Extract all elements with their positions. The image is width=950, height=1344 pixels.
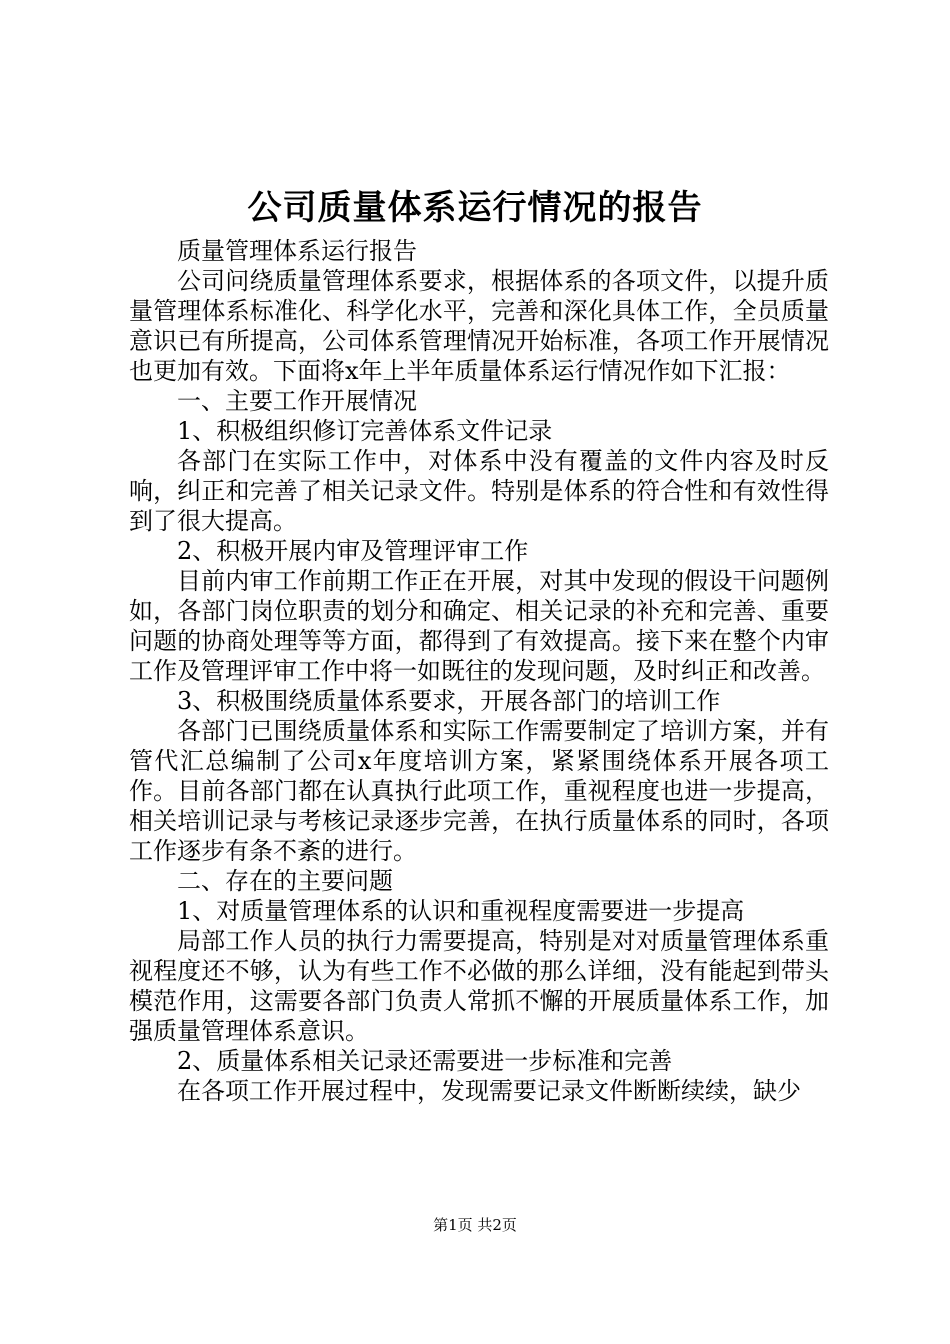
paragraph-revise-documents: 各部门在实际工作中，对体系中没有覆盖的文件内容及时反响，纠正和完善了相关记录文件。特别是体系的符合性和有效性得到了很大提高。 bbox=[129, 447, 829, 535]
section-heading-problems: 二、存在的主要问题 bbox=[177, 867, 393, 895]
paragraph-internal-audit: 目前内审工作前期工作正在开展，对其中发现的假设干问题例如，各部门岗位职责的划分和确定、相关记录的补充和完善、重要问题的协商处理等等方面，都得到了有效提高。接下来在整个内审工作及管理评审工作中将一如既往的发现问题，及时纠正和改善。 bbox=[129, 567, 829, 685]
page-number: 第1页 共2页 bbox=[433, 1216, 517, 1234]
paragraph-awareness: 局部工作人员的执行力需要提高，特别是对对质量管理体系重视程度还不够，认为有些工作不必做的那么详细，没有能起到带头模范作用，这需要各部门负责人常抓不懈的开展质量体系工作，加强质量管理体系意识。 bbox=[129, 927, 829, 1045]
document-title: 公司质量体系运行情况的报告 bbox=[247, 188, 703, 228]
paragraph-intro: 公司问绕质量管理体系要求，根据体系的各项文件，以提升质量管理体系标准化、科学化水平，完善和深化具体工作，全员质量意识已有所提高，公司体系管理情况开始标准，各项工作开展情况也更加有效。下面将x年上半年质量体系运行情况作如下汇报： bbox=[129, 267, 829, 385]
paragraph-records: 在各项工作开展过程中，发现需要记录文件断断续续，缺少 bbox=[177, 1077, 801, 1105]
paragraph-report-name: 质量管理体系运行报告 bbox=[177, 237, 417, 265]
subheading-awareness: 1、对质量管理体系的认识和重视程度需要进一步提高 bbox=[177, 897, 745, 925]
subheading-revise-documents: 1、积极组织修订完善体系文件记录 bbox=[177, 417, 553, 445]
section-heading-main-work: 一、主要工作开展情况 bbox=[177, 387, 417, 415]
subheading-records: 2、质量体系相关记录还需要进一步标准和完善 bbox=[177, 1047, 673, 1075]
subheading-internal-audit: 2、积极开展内审及管理评审工作 bbox=[177, 537, 529, 565]
document-body bbox=[129, 236, 829, 1106]
subheading-training: 3、积极围绕质量体系要求，开展各部门的培训工作 bbox=[177, 687, 721, 715]
paragraph-training: 各部门已围绕质量体系和实际工作需要制定了培训方案，并有管代汇总编制了公司x年度培训方案，紧紧围绕体系开展各项工作。目前各部门都在认真执行此项工作，重视程度也进一步提高，相关培训记录与考核记录逐步完善，在执行质量体系的同时，各项工作逐步有条不紊的进行。 bbox=[129, 717, 829, 865]
